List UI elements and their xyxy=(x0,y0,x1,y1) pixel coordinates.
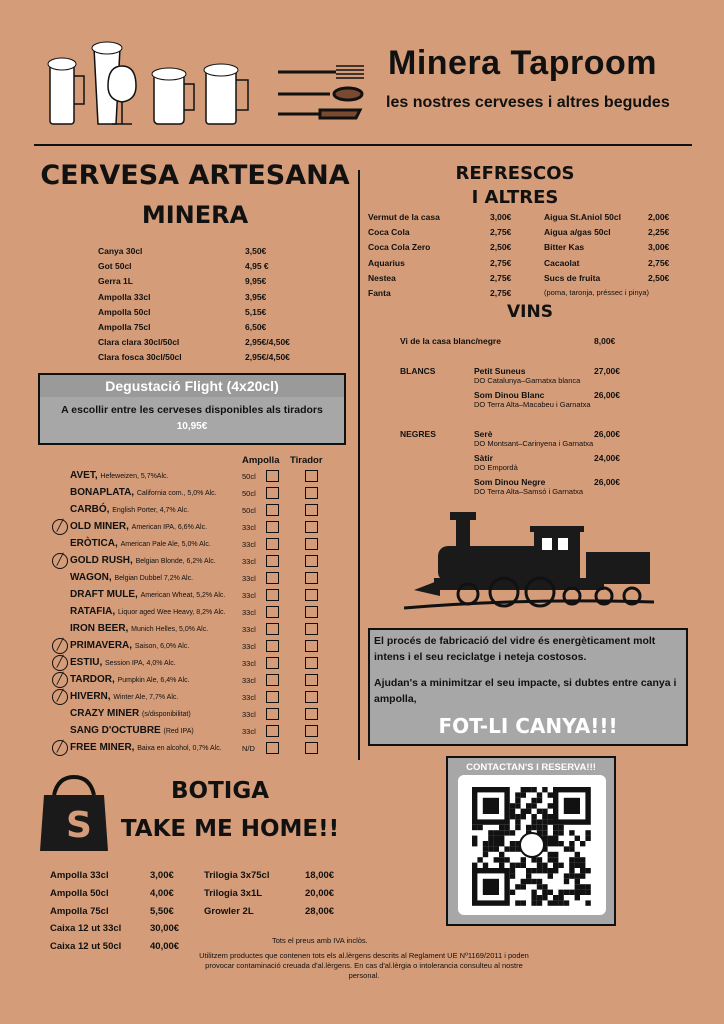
beer-name: ERÒTICA, xyxy=(70,538,118,549)
beer-style: Pumpkin Ale, 6,4% Alc. xyxy=(117,677,190,684)
beer-name: FREE MINER, xyxy=(70,742,135,753)
beer-format: 33cl xyxy=(242,693,256,702)
bottle-checkbox[interactable] xyxy=(266,691,279,703)
beer-format: N/D xyxy=(242,744,255,753)
beer-style: Baixa en alcohol, 0,7% Alc. xyxy=(137,745,222,752)
beer-item xyxy=(70,623,208,634)
tap-checkbox[interactable] xyxy=(305,657,318,669)
shop-item-name: Ampolla 33cl xyxy=(50,870,109,881)
tap-checkbox[interactable] xyxy=(305,555,318,567)
wines-title: VINS xyxy=(507,302,553,322)
soft-item-price: 2,75€ xyxy=(490,227,512,238)
beer-style: Belgian Blonde, 6,2% Alc. xyxy=(135,558,216,565)
beer-item xyxy=(70,657,176,668)
flight-title: Degustació Flight (4x20cl) xyxy=(40,375,344,397)
beer-name: AVET, xyxy=(70,470,98,481)
wine-price: 24,00€ xyxy=(594,453,620,463)
tap-checkbox[interactable] xyxy=(305,606,318,618)
wine-name: Sàtir xyxy=(474,453,493,463)
bottle-checkbox[interactable] xyxy=(266,470,279,482)
beer-item xyxy=(70,572,193,583)
soft-item-name: Nestea xyxy=(368,272,396,283)
beer-item xyxy=(70,538,211,549)
beer-glasses-illustration xyxy=(44,40,260,128)
wine-price: 26,00€ xyxy=(594,429,620,439)
beer-item xyxy=(70,708,191,719)
tap-checkbox[interactable] xyxy=(305,538,318,550)
beer-format: 50cl xyxy=(242,472,256,481)
beer-item xyxy=(70,691,178,702)
beer-item xyxy=(70,674,190,685)
bottle-checkbox[interactable] xyxy=(266,555,279,567)
soft-item-name: Aigua a/gas 50cl xyxy=(544,227,611,238)
beer-format: 50cl xyxy=(242,489,256,498)
wine-origin: DO Montsant–Carinyena i Garnatxa xyxy=(474,439,594,448)
qr-code-pattern xyxy=(458,775,606,915)
shop-item-name: Trilogia 3x1L xyxy=(204,887,263,899)
beer-name: HIVERN, xyxy=(70,691,111,702)
soft-item-price: 2,00€ xyxy=(648,212,670,222)
soft-item-price: 2,75€ xyxy=(648,257,670,268)
soft-item-price: 2,50€ xyxy=(490,242,512,253)
craft-title: CERVESA ARTESANA xyxy=(40,160,350,191)
beer-style: (s/disponibilitat) xyxy=(142,711,191,718)
craft-item-name: Canya 30cl xyxy=(98,246,143,256)
bottle-checkbox[interactable] xyxy=(266,487,279,499)
soft-item-price: 3,00€ xyxy=(490,212,512,222)
col-header-bottle: Ampolla xyxy=(242,455,280,466)
tap-checkbox[interactable] xyxy=(305,572,318,584)
column-divider xyxy=(358,170,360,760)
unavailable-icon: ╱ xyxy=(52,655,68,671)
header-divider xyxy=(34,144,692,146)
beer-format: 33cl xyxy=(242,676,256,685)
tap-checkbox[interactable] xyxy=(305,623,318,635)
beer-item xyxy=(70,555,216,566)
beer-style: (Red IPA) xyxy=(163,728,194,735)
craft-item-name: Clara clara 30cl/50cl xyxy=(98,337,180,348)
craft-item-name: Ampolla 50cl xyxy=(98,306,151,317)
bottle-checkbox[interactable] xyxy=(266,521,279,533)
beer-style: Winter Ale, 7,7% Alc. xyxy=(113,694,179,701)
shop-item-price: 30,00€ xyxy=(150,923,180,935)
eco-paragraph-1: El procés de fabricació del vidre és energèticament molt intens i el seu reciclatge i neteja costosos. xyxy=(374,635,656,663)
soft-item-name: Aquarius xyxy=(368,257,405,268)
beer-format: 33cl xyxy=(242,557,256,566)
beer-name: WAGON, xyxy=(70,572,112,583)
soft-item-name: Fanta xyxy=(368,288,391,298)
shop-item-price: 40,00€ xyxy=(150,941,180,953)
beer-item xyxy=(70,504,189,515)
shop-item-price: 3,00€ xyxy=(150,870,174,881)
beer-item xyxy=(70,487,217,498)
beer-name: PRIMAVERA, xyxy=(70,640,133,651)
tap-checkbox[interactable] xyxy=(305,487,318,499)
page-subtitle: les nostres cerveses i altres begudes xyxy=(386,94,670,111)
tap-checkbox[interactable] xyxy=(305,742,318,754)
beer-style: Liquor aged Wee Heavy, 8,2% Alc. xyxy=(117,609,226,616)
tap-checkbox[interactable] xyxy=(305,640,318,652)
beer-format: 33cl xyxy=(242,642,256,651)
beer-item xyxy=(70,725,194,736)
beer-name: CRAZY MINER xyxy=(70,708,140,719)
bottle-checkbox[interactable] xyxy=(266,623,279,635)
unavailable-icon: ╱ xyxy=(52,740,68,756)
shop-item-name: Caixa 12 ut 50cl xyxy=(50,941,122,953)
beer-format: 50cl xyxy=(242,506,256,515)
shop-item-name: Growler 2L xyxy=(204,905,254,917)
bottle-checkbox[interactable] xyxy=(266,725,279,737)
soft-item-name: Coca Cola xyxy=(368,227,410,238)
red-wines-label: NEGRES xyxy=(400,429,436,439)
shop-item-name: Trilogia 3x75cl xyxy=(204,870,270,881)
craft-item-price: 3,95€ xyxy=(245,291,267,302)
soft-item-name: Sucs de fruita xyxy=(544,272,601,283)
beer-style: American IPA, 6,6% Alc. xyxy=(131,524,208,531)
beer-item xyxy=(70,742,222,753)
craft-item-name: Clara fosca 30cl/50cl xyxy=(98,352,182,363)
beer-format: 33cl xyxy=(242,625,256,634)
soft-subtitle: I ALTRES xyxy=(471,187,559,208)
page-title: Minera Taproom xyxy=(388,44,657,82)
unavailable-icon: ╱ xyxy=(52,638,68,654)
wine-price: 26,00€ xyxy=(594,390,620,400)
beer-style: Session IPA, 4,0% Alc. xyxy=(105,660,176,667)
shop-item-price: 20,00€ xyxy=(305,887,335,899)
beer-name: CARBÓ, xyxy=(70,504,110,515)
bottle-checkbox[interactable] xyxy=(266,589,279,601)
tap-checkbox[interactable] xyxy=(305,470,318,482)
beer-name: BONAPLATA, xyxy=(70,487,135,498)
bottle-checkbox[interactable] xyxy=(266,606,279,618)
wine-origin: DO Catalunya–Garnatxa blanca xyxy=(474,376,581,385)
craft-item-price: 2,95€/4,50€ xyxy=(245,337,290,348)
bottle-checkbox[interactable] xyxy=(266,657,279,669)
soft-item-name: Bitter Kas xyxy=(544,242,585,253)
shop-title: BOTIGA xyxy=(170,778,269,804)
beer-format: 33cl xyxy=(242,727,256,736)
beer-name: IRON BEER, xyxy=(70,623,129,634)
flight-box xyxy=(38,373,346,445)
soft-item-price: 2,25€ xyxy=(648,227,670,238)
craft-item-name: Gerra 1L xyxy=(98,276,133,287)
tap-checkbox[interactable] xyxy=(305,589,318,601)
wine-name: Serè xyxy=(474,429,493,439)
beer-format: 33cl xyxy=(242,523,256,532)
craft-item-price: 6,50€ xyxy=(245,322,267,332)
beer-name: ESTIU, xyxy=(70,657,103,668)
beer-name: DRAFT MULE, xyxy=(70,589,138,600)
wine-origin: DO Terra Alta–Macabeu i Garnatxa xyxy=(474,400,591,409)
beer-style: Hefeweizen, 5,7%Alc. xyxy=(100,473,169,480)
tap-checkbox[interactable] xyxy=(305,691,318,703)
soft-item-name: Cacaolat xyxy=(544,257,580,268)
beer-style: California com., 5,0% Alc. xyxy=(136,490,217,497)
tap-checkbox[interactable] xyxy=(305,504,318,516)
beer-style: Munich Helles, 5,0% Alc. xyxy=(131,626,209,633)
bottle-checkbox[interactable] xyxy=(266,538,279,550)
craft-item-price: 9,95€ xyxy=(245,276,267,287)
beer-name: TARDOR, xyxy=(70,674,115,685)
craft-item-name: Ampolla 33cl xyxy=(98,291,151,302)
beer-format: 33cl xyxy=(242,659,256,668)
craft-item-price: 3,50€ xyxy=(245,246,267,256)
beer-item xyxy=(70,470,168,481)
shop-item-price: 28,00€ xyxy=(305,905,335,917)
unavailable-icon: ╱ xyxy=(52,519,68,535)
beer-format: 33cl xyxy=(242,574,256,583)
craft-subtitle: MINERA xyxy=(141,201,249,229)
soft-item-name: Coca Cola Zero xyxy=(368,242,431,253)
shop-subtitle: TAKE ME HOME!! xyxy=(120,816,340,842)
wine-name: Som Dinou Negre xyxy=(474,477,546,487)
wine-name: Petit Suneus xyxy=(474,366,526,376)
shop-item-price: 5,50€ xyxy=(150,905,174,917)
beer-name: GOLD RUSH, xyxy=(70,555,133,566)
beer-name: RATAFIA, xyxy=(70,606,116,617)
cutlery-illustration xyxy=(274,62,370,122)
craft-item-price: 5,15€ xyxy=(245,306,267,317)
eco-slogan: FOT-LI CANYA!!! xyxy=(438,714,618,738)
wine-origin: DO Terra Alta–Samsó i Garnatxa xyxy=(474,487,584,496)
tap-checkbox[interactable] xyxy=(305,521,318,533)
white-wines-label: BLANCS xyxy=(400,366,436,376)
beer-item xyxy=(70,521,207,532)
beer-format: 33cl xyxy=(242,540,256,549)
beer-format: 33cl xyxy=(242,591,256,600)
craft-item-price: 4,95 € xyxy=(245,261,269,272)
tap-checkbox[interactable] xyxy=(305,674,318,686)
soft-item-price: 2,50€ xyxy=(648,272,670,283)
beer-name: SANG D'OCTUBRE xyxy=(70,725,161,736)
beer-style: Saison, 6,0% Alc. xyxy=(134,643,190,650)
unavailable-icon: ╱ xyxy=(52,672,68,688)
beer-name: OLD MINER, xyxy=(70,521,129,532)
wine-price: 26,00€ xyxy=(594,477,620,487)
craft-item-price: 2,95€/4,50€ xyxy=(245,352,290,363)
beer-item xyxy=(70,589,225,600)
qr-code[interactable] xyxy=(458,775,606,915)
bottle-checkbox[interactable] xyxy=(266,708,279,720)
house-wine-price: 8,00€ xyxy=(594,336,616,346)
soft-title: REFRESCOS xyxy=(455,163,575,184)
beer-item xyxy=(70,640,189,651)
craft-item-name: Got 50cl xyxy=(98,261,132,272)
wine-name: Som Dinou Blanc xyxy=(474,390,545,400)
flight-description: A escollir entre les cerveses disponibles als tiradors xyxy=(61,404,323,416)
bottle-checkbox[interactable] xyxy=(266,742,279,754)
shop-item-price: 18,00€ xyxy=(305,870,335,881)
beer-style: English Porter, 4,7% Alc. xyxy=(112,507,189,514)
wine-price: 27,00€ xyxy=(594,366,620,376)
shop-item-name: Caixa 12 ut 33cl xyxy=(50,923,122,935)
beer-item xyxy=(70,606,226,617)
craft-item-name: Ampolla 75cl xyxy=(98,322,151,332)
shop-item-price: 4,00€ xyxy=(150,887,174,899)
juice-note: (poma, taronja, préssec i pinya) xyxy=(544,288,650,297)
steam-train-illustration xyxy=(404,512,656,616)
svg-text:S: S xyxy=(66,805,92,846)
bottle-checkbox[interactable] xyxy=(266,674,279,686)
flight-price: 10,95€ xyxy=(176,421,208,432)
beer-style: American Wheat, 5,2% Alc. xyxy=(140,592,226,599)
unavailable-icon: ╱ xyxy=(52,689,68,705)
beer-format: 33cl xyxy=(242,710,256,719)
tap-checkbox[interactable] xyxy=(305,725,318,737)
shop-item-name: Ampolla 75cl xyxy=(50,905,109,917)
beer-style: Belgian Dubbel 7,2% Alc. xyxy=(114,575,194,582)
contact-title: CONTACTAN'S I RESERVA!!! xyxy=(466,762,596,773)
soft-item-price: 2,75€ xyxy=(490,257,512,268)
beer-format: 33cl xyxy=(242,608,256,617)
soft-item-name: Vermut de la casa xyxy=(368,212,440,222)
beer-style: American Pale Ale, 5,0% Alc. xyxy=(120,541,211,548)
house-wine-name: Vi de la casa blanc/negre xyxy=(400,336,501,346)
allergen-note: Utilitzem productes que contenen tots els al.lèrgens descrits al Reglament UE Nº1169/2011 i poden provocar contaminació creuada d'al.lèrgens. En cas d'al.lèrgia o intolerancia consulteu al nostre personal. xyxy=(199,951,529,981)
eco-box xyxy=(368,628,688,746)
bottle-checkbox[interactable] xyxy=(266,640,279,652)
iva-note: Tots el preus amb IVA inclòs. xyxy=(272,936,368,945)
tap-checkbox[interactable] xyxy=(305,708,318,720)
bottle-checkbox[interactable] xyxy=(266,572,279,584)
wine-origin: DO Empordà xyxy=(474,463,518,472)
bottle-checkbox[interactable] xyxy=(266,504,279,516)
eco-paragraph-2: Ajudan's a minimitzar el seu impacte, si dubtes entre canya i ampolla, xyxy=(374,677,677,705)
col-header-tap: Tirador xyxy=(290,455,323,466)
soft-item-price: 2,75€ xyxy=(490,272,512,283)
unavailable-icon: ╱ xyxy=(52,553,68,569)
soft-item-price: 3,00€ xyxy=(648,242,670,253)
shop-item-name: Ampolla 50cl xyxy=(50,887,109,899)
soft-item-name: Aigua St.Aniol 50cl xyxy=(544,212,621,222)
soft-item-price: 2,75€ xyxy=(490,288,512,298)
